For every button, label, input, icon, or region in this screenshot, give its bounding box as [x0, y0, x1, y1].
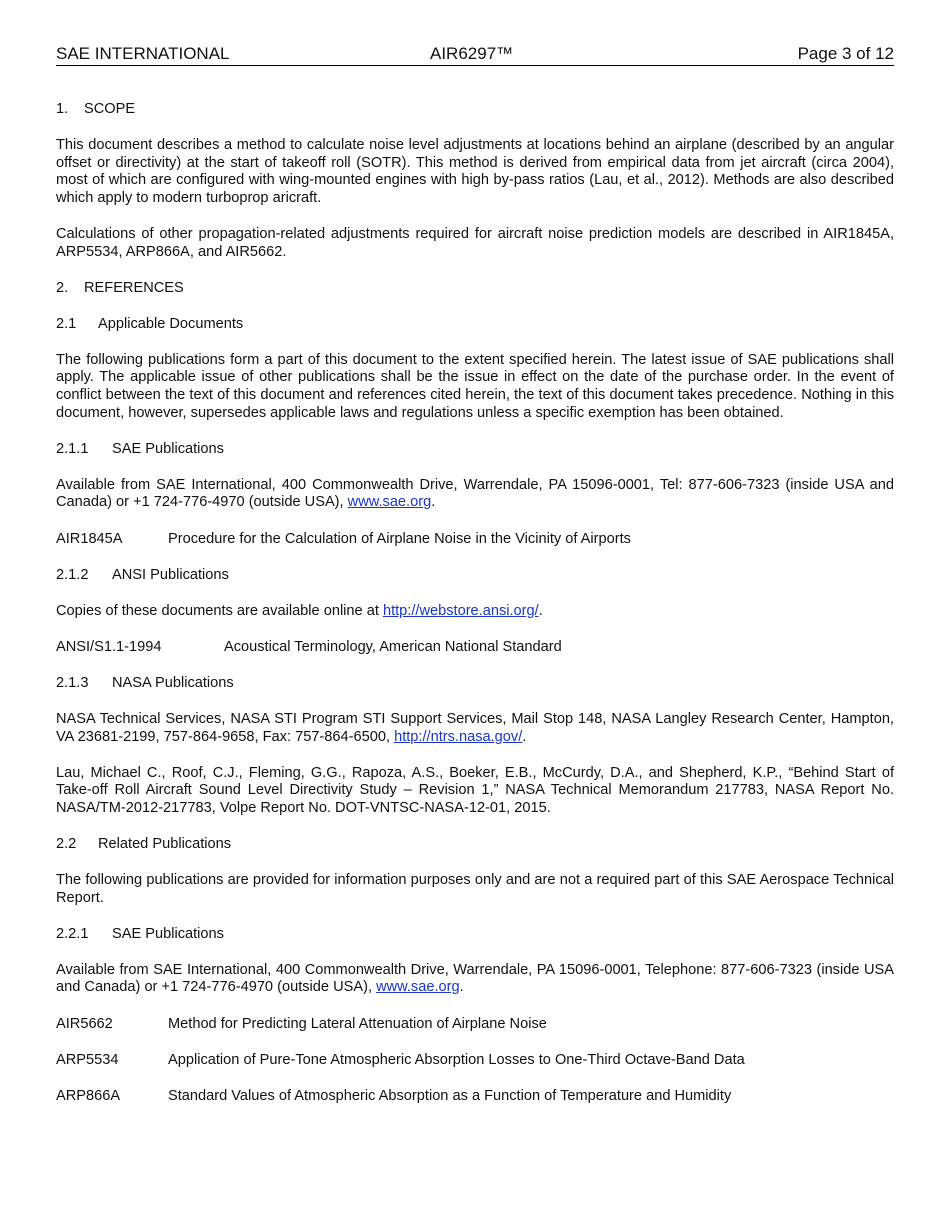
reference-item — [56, 531, 894, 549]
section-number: 2.2 — [56, 835, 77, 852]
section-title: Applicable Documents — [98, 315, 244, 332]
header-doc-id: AIR6297™ — [430, 44, 514, 63]
section-title: REFERENCES — [84, 279, 184, 296]
sae-link[interactable]: www.sae.org — [347, 494, 432, 511]
section-heading-scope — [56, 101, 894, 119]
reference-item — [56, 1052, 894, 1070]
nasa-availability: NASA Technical Services, NASA STI Program STI Support Services, Mail Stop 148, NASA Langley Research Center, Hampton, VA 23681-2199, 757-864-9658, Fax: 757-864-6500, http://ntrs.nasa.gov/. — [56, 710, 894, 745]
reference-item — [56, 1016, 894, 1034]
availability-text: NASA Technical Services, NASA STI Program STI Support Services, Mail Stop 148, NASA Langley Research Center, Hampton, VA 23681-2199, 757-864-9658, Fax: 757-864-6500, — [56, 710, 894, 745]
ansi-availability: Copies of these documents are available online at http://webstore.ansi.org/. — [56, 602, 543, 619]
section-number: 2.1.3 — [56, 674, 89, 691]
section-title: Related Publications — [98, 835, 232, 852]
reference-item — [56, 639, 894, 657]
reference-title: Procedure for the Calculation of Airplane Noise in the Vicinity of Airports — [168, 530, 631, 547]
section-title: SAE Publications — [112, 925, 224, 942]
reference-title: Application of Pure-Tone Atmospheric Absorption Losses to One-Third Octave-Band Data — [168, 1051, 745, 1068]
reference-code: ARP5534 — [56, 1051, 119, 1068]
reference-code: ANSI/S1.1-1994 — [56, 638, 162, 655]
subsection-heading-related-sae — [56, 926, 894, 944]
related-paragraph: The following publications are provided for information purposes only and are not a required part of this SAE Aerospace Technical Report. — [56, 872, 894, 906]
subsection-heading-nasa — [56, 675, 894, 693]
sae-link[interactable]: www.sae.org — [376, 979, 460, 996]
section-heading-references — [56, 280, 894, 298]
subsection-heading-ansi — [56, 567, 894, 585]
scope-paragraph-2: Calculations of other propagation-related adjustments required for aircraft noise prediction models are described in AIR1845A, ARP5534, ARP866A, and AIR5662. — [56, 225, 894, 260]
section-title: SCOPE — [84, 101, 136, 117]
availability-text: Available from SAE International, 400 Commonwealth Drive, Warrendale, PA 15096-0001, Tel: 877-606-7323 (inside USA and Canada) or +1 724-776-4970 (outside USA), — [56, 476, 894, 511]
header-org: SAE INTERNATIONAL — [56, 44, 230, 63]
applicable-paragraph: The following publications form a part of this document to the extent specified herein. The latest issue of SAE publications shall apply. The applicable issue of other publications shall be the issue in effect on the date of the purchase order. In the event of conflict between the text of this document and references cited herein, the text of this document takes precedence. Nothing in this document, however, supersedes applicable laws and regulations unless a specific exemption has been obtained. — [56, 351, 894, 421]
subsection-heading-related — [56, 836, 894, 854]
section-number: 2.1 — [56, 315, 77, 332]
page-header — [56, 43, 894, 66]
reference-code: AIR5662 — [56, 1015, 113, 1032]
reference-item — [56, 1088, 894, 1106]
section-number: 2.1.2 — [56, 566, 89, 583]
sae-availability: Available from SAE International, 400 Commonwealth Drive, Warrendale, PA 15096-0001, Tel: 877-606-7323 (inside USA and Canada) or +1 724-776-4970 (outside USA), www.sae.org. — [56, 476, 894, 511]
reference-code: AIR1845A — [56, 530, 123, 547]
section-number: 2. — [56, 279, 69, 296]
reference-title: Acoustical Terminology, American National Standard — [224, 638, 562, 655]
reference-title: Method for Predicting Lateral Attenuation of Airplane Noise — [168, 1015, 547, 1032]
section-number: 2.2.1 — [56, 925, 89, 942]
reference-title: Standard Values of Atmospheric Absorption as a Function of Temperature and Humidity — [168, 1087, 732, 1104]
document-body — [56, 101, 894, 1124]
section-number: 1. — [56, 101, 69, 117]
related-sae-availability: Available from SAE International, 400 Commonwealth Drive, Warrendale, PA 15096-0001, Telephone: 877-606-7323 (inside USA and Canada) or +1 724-776-4970 (outside USA), www.sae.org. — [56, 961, 894, 996]
section-number: 2.1.1 — [56, 440, 89, 457]
section-title: NASA Publications — [112, 674, 234, 691]
subsection-heading-sae — [56, 441, 894, 459]
subsection-heading-applicable — [56, 316, 894, 334]
nasa-citation: Lau, Michael C., Roof, C.J., Fleming, G.G., Rapoza, A.S., Boeker, E.B., McCurdy, D.A., and Shepherd, K.P., “Behind Start of Take-off Roll Aircraft Sound Level Directivity Study – Revision 1,” NASA Technical Memorandum 217783, NASA Report No. NASA/TM-2012-217783, Volpe Report No. DOT-VNTSC-NASA-12-01, 2015. — [56, 764, 894, 816]
scope-paragraph-1: This document describes a method to calculate noise level adjustments at locations behind an airplane (described by an angular offset or directivity) at the start of takeoff roll (SOTR). This method is derived from empirical data from jet aircraft (circa 2004), most of which are configured with wing-mounted engines with high by-pass ratios (Lau, et al., 2012). Methods are also described which apply to modern turboprop aricraft. — [56, 137, 894, 206]
reference-code: ARP866A — [56, 1087, 121, 1104]
ansi-link[interactable]: http://webstore.ansi.org/ — [382, 602, 539, 619]
section-title: SAE Publications — [112, 440, 224, 457]
availability-text: Available from SAE International, 400 Commonwealth Drive, Warrendale, PA 15096-0001, Telephone: 877-606-7323 (inside USA and Canada) or +1 724-776-4970 (outside USA), — [56, 961, 894, 996]
availability-text: Copies of these documents are available online at — [56, 602, 383, 619]
section-title: ANSI Publications — [112, 566, 229, 583]
nasa-link[interactable]: http://ntrs.nasa.gov/ — [394, 728, 523, 745]
header-page-number: Page 3 of 12 — [797, 44, 894, 63]
